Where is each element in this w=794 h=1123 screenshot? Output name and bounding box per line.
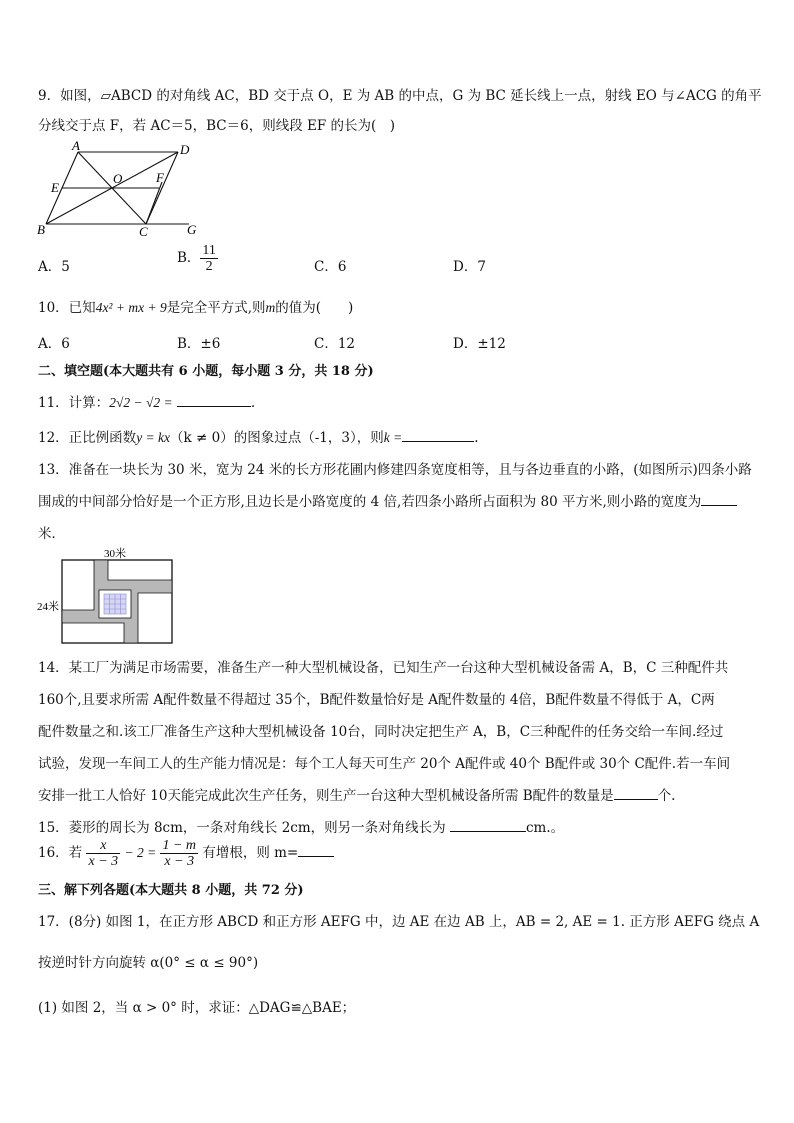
q13-answer-blank <box>701 491 737 506</box>
label-f: F <box>156 170 164 185</box>
q9-option-b: B． $\frac{11}{2}$ <box>177 243 216 274</box>
label-c: C <box>139 224 148 239</box>
q13-line2: 围成的中间部分恰好是一个正方形,且边长是小路宽度的 4 倍,若四条小路所占面积为 80 平方米,则小路的宽度为 <box>38 490 737 510</box>
q16-answer-blank <box>298 842 334 857</box>
q17-line2: 按逆时针方向旋转 α(0° ≤ α ≤ 90°) <box>38 955 259 971</box>
label-g: G <box>187 222 197 237</box>
q9-parallelogram-figure <box>34 138 204 240</box>
label-d: D <box>180 142 190 157</box>
section-2-heading: 二、填空题(本大题共有 6 小题，每小题 3 分，共 18 分) <box>38 364 374 379</box>
q13-line3: 米． <box>38 526 65 542</box>
q10-stem: 10．已知4x² + mx + 9是完全平方式,则m的值为( ) <box>38 300 354 316</box>
q16: 16．若 $\frac{x}{x - 3}$ − 2 = $\frac{1 - m}{x - 3}$ 有增根，则 m= <box>38 838 334 869</box>
label-o: O <box>113 171 123 186</box>
q15-answer-blank <box>450 817 526 832</box>
q10-option-a: A．6 <box>38 336 70 352</box>
q16-fraction-left: $\frac{x}{x - 3}$ <box>88 838 119 869</box>
label-a: A <box>72 138 80 153</box>
fig-label-24m: 24米 <box>37 601 59 613</box>
section-3-heading: 三、解下列各题(本大题共 8 小题，共 72 分) <box>38 883 304 898</box>
label-e: E <box>51 180 59 195</box>
q11: 11．计算：2√2 − √2 = . <box>38 391 255 411</box>
q14-line5: 安排一批工人恰好 10天能完成此次生产任务，则生产一台这种大型机械设备所需 B配件的数量是 个. <box>38 784 675 804</box>
label-b: B <box>37 222 45 237</box>
q12-answer-blank <box>402 427 474 442</box>
q11-answer-blank <box>177 392 251 407</box>
q9-line2: 分线交于点 F，若 AC＝5，BC＝6，则线段 EF 的长为( ) <box>38 118 396 134</box>
q14-line3: 配件数量之和.该工厂准备生产这种大型机械设备 10台，同时决定把生产 A，B，C三种配件的任务交给一车间.经过 <box>38 724 724 740</box>
q15: 15．菱形的周长为 8cm，一条对角线长 2cm，则另一条对角线长为 cm.。 <box>38 816 564 836</box>
fig-label-30m: 30米 <box>104 548 126 560</box>
q16-fraction-right: $\frac{1 - m}{x - 3}$ <box>162 838 197 869</box>
q14-line4: 试验，发现一车间工人的生产能力情况是：每个工人每天可生产 20个 A配件或 40个 B配件或 30个 C配件.若一车间 <box>38 756 731 772</box>
q10-option-b: B．±6 <box>177 336 221 352</box>
q12: 12．正比例函数y = kx（k ≠ 0）的图象过点（-1，3），则k = . <box>38 426 478 446</box>
q9-line1: 9．如图，▱ABCD 的对角线 AC，BD 交于点 O，E 为 AB 的中点，G 为 BC 延长线上一点，射线 EO 与∠ACG 的角平 <box>38 88 762 104</box>
q14-line2: 160个,且要求所需 A配件数量不得超过 35个，B配件数量恰好是 A配件数量的 4倍，B配件数量不得低于 A，C两 <box>38 692 715 708</box>
q9-option-a: A．5 <box>38 259 70 275</box>
q10-option-d: D．±12 <box>453 336 506 352</box>
fraction-11-2: $\frac{11}{2}$ <box>202 243 216 274</box>
q14-answer-blank <box>614 785 658 800</box>
q13-line1: 13．准备在一块长为 30 米，宽为 24 米的长方形花圃内修建四条宽度相等，且与各边垂直的小路，(如图所示)四条小路 <box>38 462 752 478</box>
q9-option-d: D．7 <box>453 259 486 275</box>
q14-line1: 14．某工厂为满足市场需要，准备生产一种大型机械设备，已知生产一台这种大型机械设备需 A，B，C 三种配件共 <box>38 660 729 676</box>
q9-option-c: C．6 <box>314 259 347 275</box>
q10-option-c: C．12 <box>314 336 356 352</box>
q13-garden-figure <box>34 545 182 647</box>
q17-sub1: (1) 如图 2，当 α > 0° 时，求证：△DAG≌△BAE； <box>38 1000 356 1016</box>
q17-line1: 17．(8分) 如图 1，在正方形 ABCD 和正方形 AEFG 中，边 AE 在边 AB 上，AB = 2, AE = 1. 正方形 AEFG 绕点 A <box>38 914 760 930</box>
